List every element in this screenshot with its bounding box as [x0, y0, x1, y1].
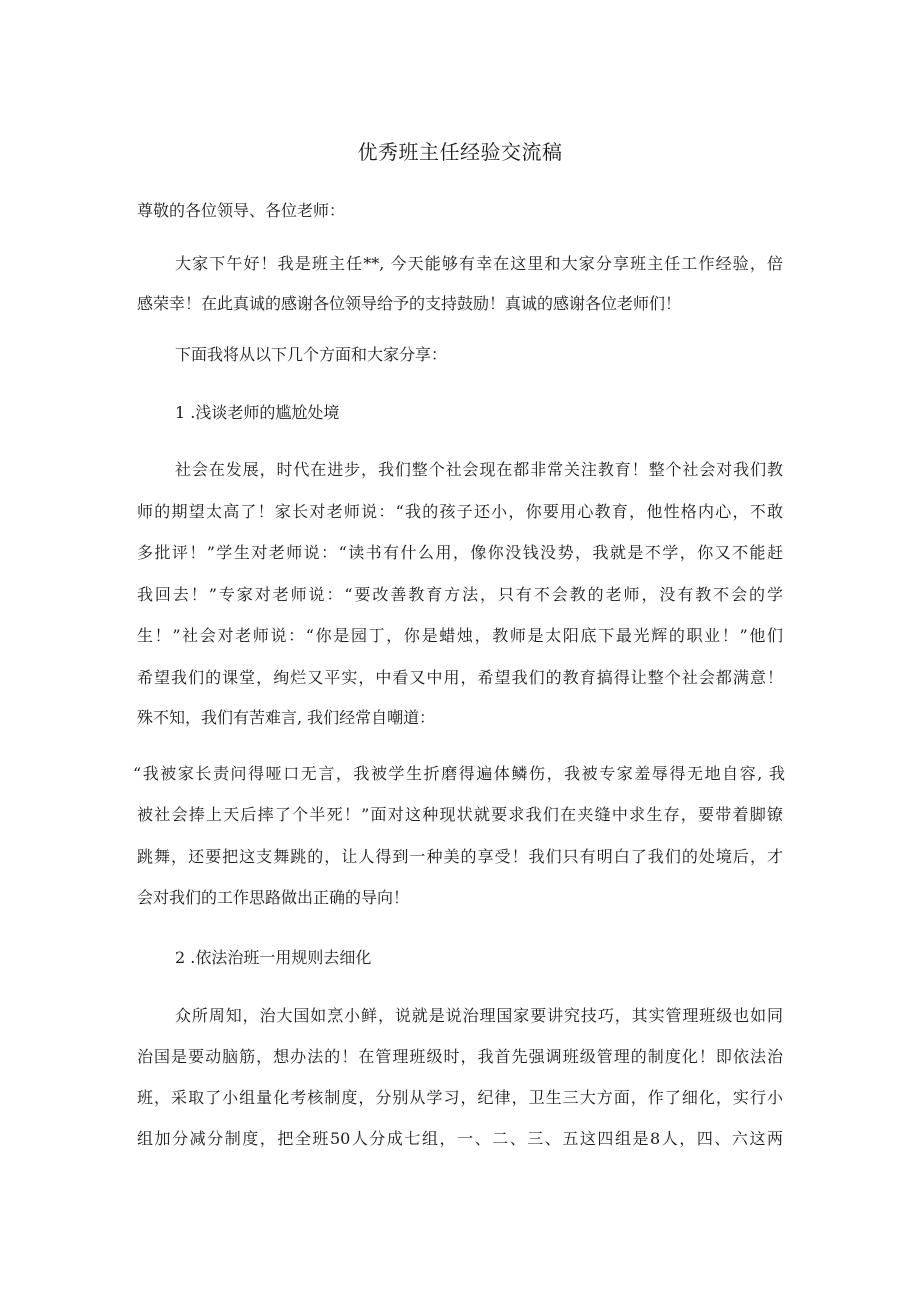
paragraph-line: 组加分减分制度，把全班50人分成七组，一、二、三、五这四组是8人，四、六这两	[137, 1129, 783, 1148]
section-heading: 2 .依法治班一用规则去细化	[175, 948, 372, 967]
paragraph-line: 我回去！”专家对老师说：“要改善教育方法，只有不会教的老师，没有教不会的学	[137, 585, 783, 604]
paragraph-line: 会对我们的工作思路做出正确的导向！	[137, 888, 410, 907]
paragraph-line: 被社会捧上天后摔了个半死！”面对这种现状就要求我们在夹缝中求生存，要带着脚镣	[137, 805, 783, 824]
paragraph-line: 生！”社会对老师说：“你是园丁，你是蜡烛，教师是太阳底下最光辉的职业！”他们	[137, 626, 783, 645]
paragraph-line: 社会在发展，时代在进步，我们整个社会现在都非常关注教育！整个社会对我们教	[175, 460, 783, 479]
section-heading: 1 .浅谈老师的尴尬处境	[175, 403, 340, 422]
paragraph-line: 跳舞，还要把这支舞跳的，让人得到一种美的享受！我们只有明白了我们的处境后，才	[137, 847, 783, 866]
greeting-line: 尊敬的各位领导、各位老师：	[137, 201, 346, 220]
paragraph-line: 感荣幸！在此真诚的感谢各位领导给予的支持鼓励！真诚的感谢各位老师们！	[137, 294, 682, 313]
paragraph-line: 班，采取了小组量化考核制度，分别从学习，纪律，卫生三大方面，作了细化，实行小	[137, 1088, 783, 1107]
paragraph-line: 众所周知，治大国如烹小鲜，说就是说治理国家要讲究技巧，其实管理班级也如同	[175, 1006, 783, 1025]
paragraph-line: 治国是要动脑筋，想办法的！在管理班级时，我首先强调班级管理的制度化！即依法治	[137, 1047, 783, 1066]
paragraph-line: 希望我们的课堂，绚烂又平实，中看又中用，希望我们的教育搞得让整个社会都满意！	[137, 668, 783, 687]
paragraph-line: “我被家长责问得哑口无言，我被学生折磨得遍体鳞伤，我被专家羞辱得无地自容, 我	[133, 764, 785, 783]
paragraph-line: 下面我将从以下几个方面和大家分享：	[175, 345, 448, 364]
paragraph-line: 师的期望太高了！家长对老师说：“我的孩子还小，你要用心教育，他性格内心，不敢	[137, 502, 783, 521]
paragraph-line: 大家下午好！我是班主任**, 今天能够有幸在这里和大家分享班主任工作经验，倍	[175, 254, 783, 273]
page-title: 优秀班主任经验交流稿	[357, 140, 563, 164]
paragraph-line: 多批评！”学生对老师说：“读书有什么用，像你没钱没势，我就是不学，你又不能赶	[137, 543, 783, 562]
paragraph-line: 殊不知，我们有苦难言, 我们经常自嘲道：	[137, 708, 436, 727]
